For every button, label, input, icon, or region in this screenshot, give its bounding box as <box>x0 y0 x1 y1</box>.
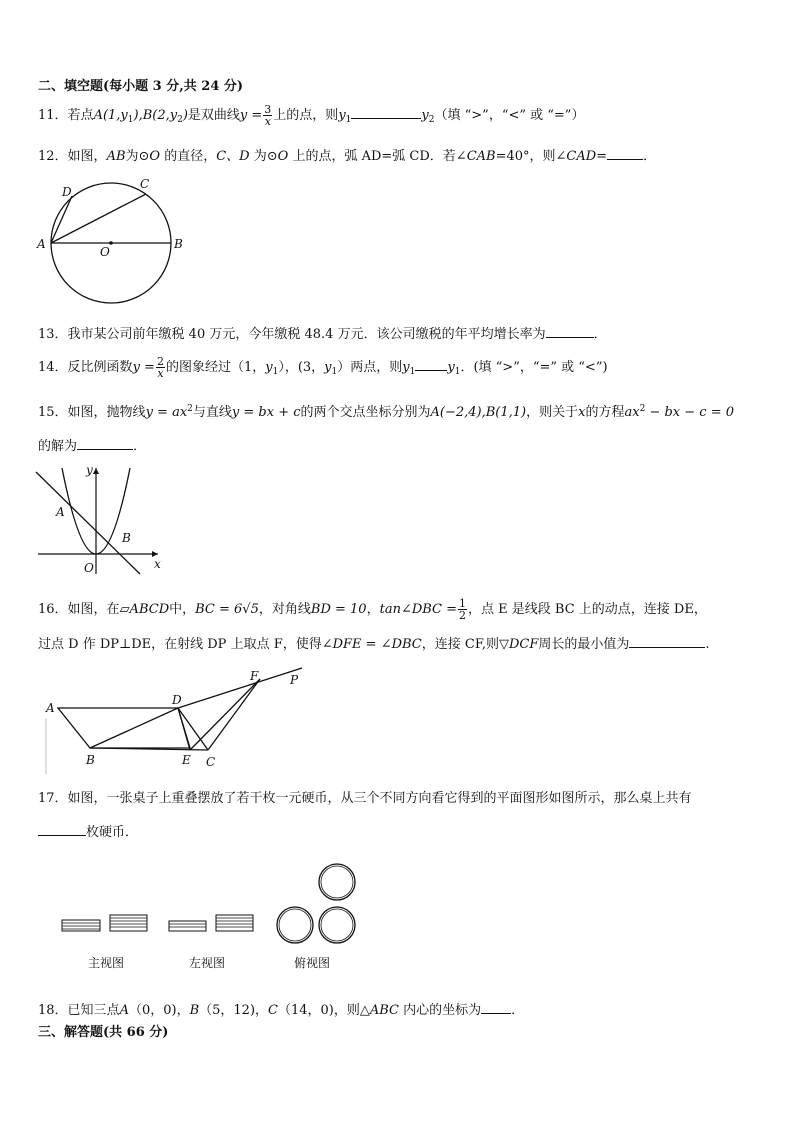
question-18: 18．已知三点A（0，0)，B（5，12)，C（14，0)，则△ABC 内心的坐标为 ． <box>38 1000 764 1020</box>
answer-blank-13[interactable] <box>546 324 594 338</box>
question-13: 13．我市某公司前年缴税 40 万元，今年缴税 48.4 万元．该公司缴税的年平均增长率为 ． <box>38 324 764 344</box>
question-15: 15．如图，抛物线$y = ax^2$与直线y = bx + c的两个交点坐标分别为A(−2,4),B(1,1)，则关于x的方程$ax^2$ − bx − c = 0 <box>38 404 735 420</box>
answer-blank-16[interactable] <box>629 634 705 648</box>
question-17: 17．如图，一张桌子上重叠摆放了若干枚一元硬币，从三个不同方向看它得到的平面图形如图所示，那么桌上共有 <box>38 791 692 806</box>
label-B: B <box>122 531 131 545</box>
question-11: 11．若点$A(1,y_1),B(2,y_2)$是双曲线y = $\frac{3}{x}$ 上的点，则$y_1$ $y_2$（填 “>”，“<” 或 “=”） <box>38 103 585 128</box>
question-17-line-2: 枚硬币． <box>38 822 764 842</box>
figure-12-circle-diagram <box>30 172 190 302</box>
answer-blank-12[interactable] <box>607 146 643 160</box>
top-view-circles <box>277 864 355 943</box>
section-2-heading: 二、填空题(每小题 3 分,共 24 分) <box>38 79 244 94</box>
caption-left-view: 左视图 <box>189 956 226 970</box>
label-A: A <box>56 505 65 519</box>
label-C: C <box>206 755 216 769</box>
label-D: D <box>62 185 72 199</box>
label-B: B <box>174 237 183 251</box>
figure-15-parabola-diagram <box>34 462 174 582</box>
answer-blank-17[interactable] <box>38 822 86 836</box>
label-O: O <box>84 561 94 575</box>
label-E: E <box>182 753 191 767</box>
question-14: 14．反比例函数y = $\frac{2}{x}$ 的图象经过（1，$y_1$），(3，$y_1$）两点，则$y_1$ $y_1$．(填 “>”，“=” 或 “<”) <box>38 355 608 380</box>
question-16: 16．如图，在▱ABCD中，BC = 6√5，对角线BD = 10，tan∠DBC = $\frac{1}{2}$ ，点 E 是线段 BC 上的动点，连接 DE， <box>38 597 707 622</box>
left-view-stacks <box>169 915 253 931</box>
label-D: D <box>172 693 182 707</box>
figure-17-three-views <box>56 855 386 985</box>
label-F: F <box>250 669 259 683</box>
answer-blank-11[interactable] <box>351 105 421 119</box>
label-C: C <box>140 177 150 191</box>
answer-blank-18[interactable] <box>481 1000 511 1014</box>
label-B: B <box>86 753 95 767</box>
caption-front-view: 主视图 <box>88 956 125 970</box>
label-O: O <box>100 245 110 259</box>
caption-top-view: 俯视图 <box>294 956 331 970</box>
question-12: 12．如图，AB为⊙O 的直径，C、D 为⊙O 上的点，弧 AD=弧 CD．若∠CAB=40°，则∠CAD= ． <box>38 146 764 166</box>
section-3-heading: 三、解答题(共 66 分) <box>38 1025 169 1040</box>
fraction-1-over-2: $\frac{1}{2}$ <box>459 597 467 622</box>
label-A: A <box>46 701 55 715</box>
front-view-stacks <box>62 915 147 931</box>
question-16-line-2: 过点 D 作 DP⊥DE，在射线 DP 上取点 F，使得∠DFE = ∠DBC，连接 CF,则▽DCF周长的最小值为 . <box>38 634 764 654</box>
fraction-2-over-x: $\frac{2}{x}$ <box>156 355 164 380</box>
fraction-3-over-x: $\frac{3}{x}$ <box>264 103 272 128</box>
label-y: y <box>86 463 93 477</box>
question-15-line-2: 的解为 ． <box>38 436 764 456</box>
label-P: P <box>290 673 299 687</box>
answer-blank-15[interactable] <box>77 436 133 450</box>
figure-16-parallelogram-diagram <box>40 662 320 772</box>
label-x: x <box>154 557 161 571</box>
label-A: A <box>37 237 46 251</box>
answer-blank-14[interactable] <box>415 357 447 371</box>
